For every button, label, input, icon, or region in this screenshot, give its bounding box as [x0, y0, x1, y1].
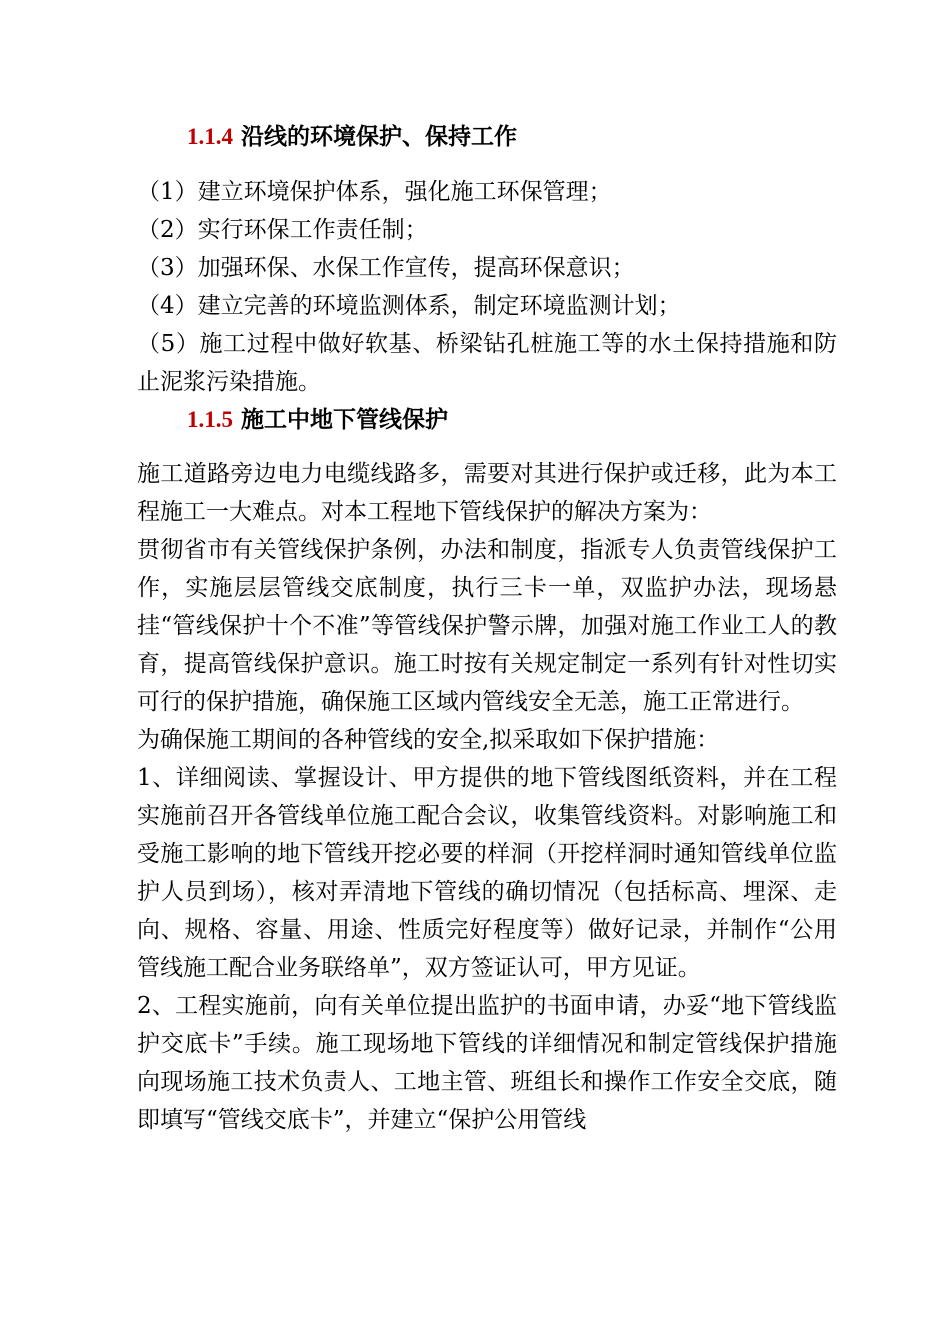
section-title: 沿线的环境保护、保持工作 — [233, 123, 518, 150]
list-item: （1）建立环境保护体系，强化施工环保管理； — [137, 179, 612, 205]
section-number: 1.1.5 — [187, 407, 233, 432]
section-heading-1-1-4 — [137, 118, 837, 156]
list-item: （4）建立完善的环境监测体系，制定环境监测计划； — [137, 293, 681, 319]
body-paragraph: 2、工程实施前，向有关单位提出监护的书面申请，办妥“地下管线监护交底卡”手续。施工现场地下管线的详细情况和制定管线保护措施向现场施工技术负责人、工地主管、班组长和操作工作安全交底，随即填写“管线交底卡”，并建立“保护公用管线 — [137, 993, 837, 1133]
section-title: 施工中地下管线保护 — [233, 406, 449, 433]
section-number: 1.1.4 — [187, 124, 233, 149]
list-item: （3）加强环保、水保工作宣传，提高环保意识； — [137, 255, 635, 281]
body-paragraph: 贯彻省市有关管线保护条例，办法和制度，指派专人负责管线保护工作，实施层层管线交底制度，执行三卡一单，双监护办法，现场悬挂“管线保护十个不准”等管线保护警示牌，加强对施工作业工人的教育，提高管线保护意识。施工时按有关规定制定一系列有针对性切实可行的保护措施，确保施工区域内管线安全无恙，施工正常进行。 — [137, 537, 837, 715]
body-paragraph: 1、详细阅读、掌握设计、甲方提供的地下管线图纸资料，并在工程实施前召开各管线单位施工配合会议，收集管线资料。对影响施工和受施工影响的地下管线开挖必要的样洞（开挖样洞时通知管线单位监护人员到场），核对弄清地下管线的确切情况（包括标高、埋深、走向、规格、容量、用途、性质完好程度等）做好记录，并制作“公用管线施工配合业务联络单”，双方签证认可，甲方见证。 — [137, 765, 837, 981]
list-item: （2）实行环保工作责任制； — [137, 217, 428, 243]
body-paragraph: 为确保施工期间的各种管线的安全,拟采取如下保护措施： — [137, 727, 720, 753]
body-paragraph: 施工道路旁边电力电缆线路多，需要对其进行保护或迁移，此为本工程施工一大难点。对本工程地下管线保护的解决方案为： — [137, 461, 837, 525]
document-page — [137, 118, 837, 1139]
list-item-paragraph: （5）施工过程中做好软基、桥梁钻孔桩施工等的水土保持措施和防止泥浆污染措施。 — [137, 331, 837, 395]
section-heading-1-1-5 — [137, 401, 837, 439]
